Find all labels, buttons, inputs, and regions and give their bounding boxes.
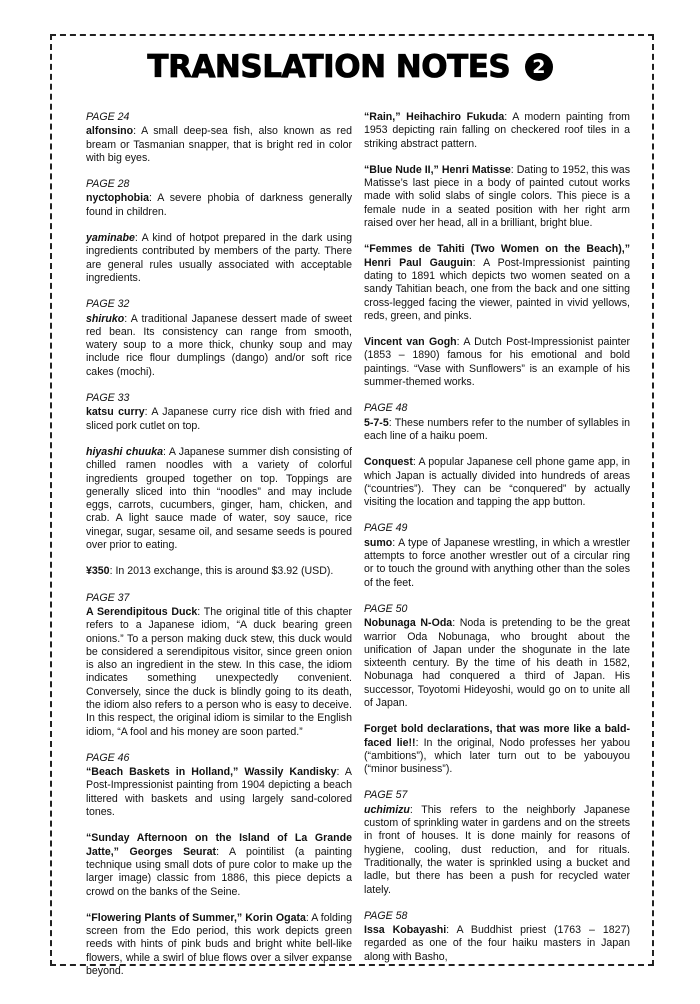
note-term: “Femmes de Tahiti (Two Women on the Beach),” Henri Paul Gauguin xyxy=(364,243,630,269)
note-entry xyxy=(86,766,352,819)
note-entry xyxy=(86,446,352,552)
note-entry xyxy=(364,617,630,710)
note-term: Issa Kobayashi xyxy=(364,924,447,937)
note-term: “Rain,” Heihachiro Fukuda xyxy=(364,111,505,123)
note-term: Forget bold declarations, that was more like a bald-faced lie!! xyxy=(364,723,630,749)
note-term: Vincent van Gogh xyxy=(364,336,457,349)
page-label: PAGE 28 xyxy=(86,178,130,191)
note-definition: : A traditional Japanese dessert made of sweet red bean. Its consistency can range from smooth, watery soup to a more thick, chunky soup and may include rice flour dumplings (dango) and/or soft rice cakes (mochi). xyxy=(86,312,352,378)
note-term: sumo xyxy=(364,536,393,549)
note-definition: : Noda is pretending to be the great warrior Oda Nobunaga, who brought about the unification of Japan under the shogunate in the late sixteenth century. By the time of his death in 1582, Nobunaga had conquered a third of Japan. His successor, Toyotomi Hideyoshi, would go on to unite all of Japan. xyxy=(364,617,631,709)
page-label: PAGE 49 xyxy=(364,522,408,535)
note-term: yaminabe xyxy=(86,232,135,245)
note-entry xyxy=(364,723,630,776)
note-entry xyxy=(86,125,352,165)
note-definition: : A type of Japanese wrestling, in which a wrestler attempts to force another wrestler out of a circular ring or to touch the ground with anything other than the soles of the feet. xyxy=(364,536,630,589)
note-entry xyxy=(86,232,352,285)
note-entry xyxy=(86,406,352,433)
note-entry xyxy=(86,565,352,578)
note-term: “Sunday Afternoon on the Island of La Grande Jatte,” Georges Seurat xyxy=(86,832,352,858)
note-definition: : The original title of this chapter refers to a Japanese idiom, “A duck bearing green onions.” To a person making duck stew, this duck would be considered a serendipitous visitor, since green onion is also an ingredient in the stew. In this case, the idiom indicates something unexpectedly convenient. Conversely, since the duck is blindly going to its death, the idiom also refers to a person who is easy to deceive. In this respect, the original idiom is similar to the English idiom, “A fool and his money are soon parted.” xyxy=(86,605,353,738)
page-label: PAGE 37 xyxy=(86,591,130,604)
note-definition: : A severe phobia of darkness generally found in children. xyxy=(86,192,352,218)
note-definition: : In 2013 exchange, this is around $3.92 (USD). xyxy=(109,565,334,578)
note-term: katsu curry xyxy=(86,406,145,419)
note-entry xyxy=(86,832,352,898)
note-entry xyxy=(364,537,630,590)
page-label: PAGE 48 xyxy=(364,402,408,415)
note-term: alfonsino xyxy=(86,125,134,138)
note-definition: : A Japanese summer dish consisting of chilled ramen noodles with a variety of colorful ingredients grouped together on top. Toppings are generally sliced into thin “noodles” and may include eggs, carrots, cucumbers, ginger, ham, chicken, and crab. A light sauce made of water, soy sauce, rice vinegar, sugar, sesame oil, and sesame seeds is poured over prior to eating. xyxy=(86,445,353,552)
note-definition: : In the original, Nodo professes her yabou (“ambitions”), which later turn out to be yabouyou (“minor business”). xyxy=(364,736,631,776)
note-term: “Beach Baskets in Holland,” Wassily Kandisky xyxy=(86,766,337,779)
note-definition: : A pointilist (a painting technique using small dots of pure color to make up the larger image) classic from 1886, this piece depicts a crowd on the banks of the Seine. xyxy=(86,845,353,898)
note-definition: : A popular Japanese cell phone game app, in which Japan is actually divided into hundreds of areas (“countries”). They can be “conquered” by actually visiting the location and tapping the app button. xyxy=(364,456,630,509)
note-definition: : A folding screen from the Edo period, this work depicts green reeds with hints of pink buds and bright white bell-like flowers, while a swirl of blue flows over a silver expanse beyond. xyxy=(86,911,352,978)
note-definition: : A kind of hotpot prepared in the dark using ingredients contributed by members of the party. There are general rules usually associated with acceptable ingredients. xyxy=(86,232,352,284)
note-definition: : A Post-Impressionist painting dating to 1891 which depicts two women seated on a sandy Tahitian beach, one from the back and one sitting cross-legged facing the viewer, painted in vivid yellows, reds, green, and pinks. xyxy=(364,256,630,322)
note-entry xyxy=(364,111,630,151)
page-label: PAGE 24 xyxy=(86,111,130,123)
title-number-badge: 2 xyxy=(525,53,553,81)
note-definition: : A Post-Impressionist painting from 1904 depicting a beach littered with baskets and using largely sand-colored tones. xyxy=(86,766,353,819)
page-title xyxy=(0,49,700,85)
note-entry xyxy=(364,417,630,444)
note-definition: : This refers to the neighborly Japanese custom of sprinkling water in gardens and on the streets in front of houses. It is done mainly for reasons of hygiene, cooling, dust reduction, and for rituals. Traditionally, the water is sprinkled using a bucket and ladle, but there has been a push for recycled water lately. xyxy=(364,803,630,896)
notes-column-right xyxy=(364,111,630,977)
page-label: PAGE 32 xyxy=(86,298,130,311)
page-label: PAGE 46 xyxy=(86,751,130,764)
page-label: PAGE 33 xyxy=(86,392,130,405)
note-term: Conquest xyxy=(364,456,413,469)
note-term: uchimizu xyxy=(364,803,410,816)
note-term: nyctophobia xyxy=(86,192,149,205)
note-entry xyxy=(86,192,352,219)
note-entry xyxy=(364,804,630,897)
note-entry xyxy=(364,243,630,323)
note-term: hiyashi chuuka xyxy=(86,445,164,458)
note-term: ¥350 xyxy=(86,565,110,578)
page-label: PAGE 50 xyxy=(364,602,408,615)
note-term: shiruko xyxy=(86,312,125,325)
note-definition: : A Japanese curry rice dish with fried and sliced pork cutlet on top. xyxy=(86,406,352,432)
note-definition: : Dating to 1952, this was Matisse’s last piece in a body of painted cutout works made with solid slabs of single colors. This piece is a female nude in a seated position with her right arm raised over her head, all in a brilliant, bright blue. xyxy=(364,163,630,230)
note-entry xyxy=(364,456,630,509)
notes-column-left xyxy=(86,111,352,991)
note-term: 5-7-5 xyxy=(364,416,389,429)
title-text: TRANSLATION NOTES xyxy=(147,49,511,85)
note-term: A Serendipitous Duck xyxy=(86,605,198,618)
note-term: “Blue Nude II,” Henri Matisse xyxy=(364,163,511,176)
note-entry xyxy=(364,164,630,230)
note-entry xyxy=(364,924,630,964)
note-term: Nobunaga N-Oda xyxy=(364,617,453,630)
note-definition: : A modern painting from 1953 depicting rain falling on checkered roof tiles in a striking abstract pattern. xyxy=(364,111,630,150)
note-term: “Flowering Plants of Summer,” Korin Ogata xyxy=(86,911,306,924)
note-definition: : A small deep-sea fish, also known as red bream or Tasmanian snapper, that is bright red in color with big eyes. xyxy=(86,125,352,164)
note-entry xyxy=(364,336,630,389)
note-definition: : These numbers refer to the number of syllables in each line of a haiku poem. xyxy=(364,416,630,442)
note-entry xyxy=(86,313,352,379)
page-label: PAGE 57 xyxy=(364,789,408,802)
note-entry xyxy=(86,912,352,978)
page-label: PAGE 58 xyxy=(364,909,408,922)
note-definition: : A Buddhist priest (1763 – 1827) regarded as one of the four haiku masters in Japan along with Basho, xyxy=(364,924,630,963)
note-definition: : A Dutch Post-Impressionist painter (1853 – 1890) famous for his emotional and bold paintings. “Vase with Sunflowers” is an example of his summer-themed works. xyxy=(364,336,630,389)
note-entry xyxy=(86,606,352,739)
